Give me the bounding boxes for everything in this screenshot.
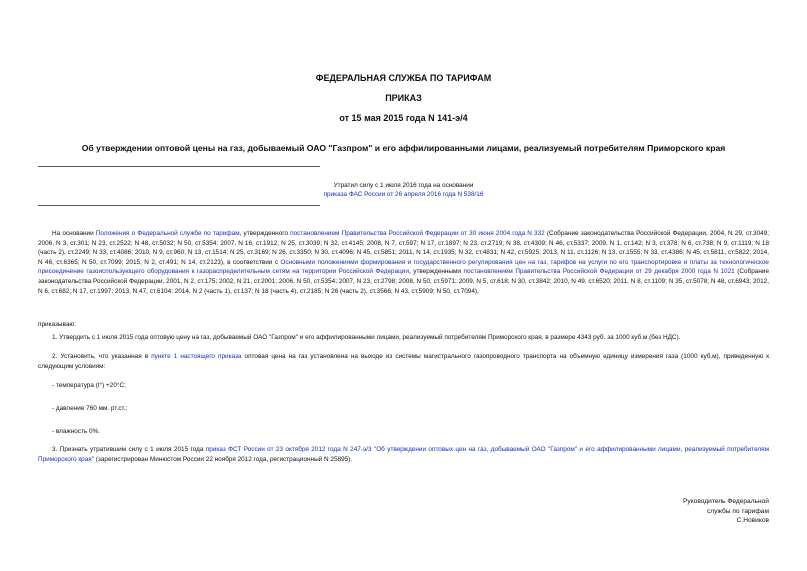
preamble-paragraph: [38, 229, 769, 296]
preamble-text-4: , утвержденными: [408, 268, 464, 276]
signature-position: Руководитель Федеральной: [683, 498, 769, 505]
preamble-text-3: (Собрание законодательства Российской Федерации, 2004, N 29, ст.3049; 2006, N 3, ст.301; N 23, ст.2522; N 48, ст.5032; N 50, ст.5354; 2007, N 16, ст.1912; N 25, ст.3039; N 32, ст.4145; 2008, N 7, ст.597; N 17, ст.1897; N 23, ст.2719; N 38, ст.4309; N 46, ст.5337; 2009, N 1, ст.142; N 3, ст.378; N 6, ст.738; N 9, ст.1119; N 18 (часть 2), ст.2249; N 33, ст.4086; 2010, N 9, ст.960; N 13, ст.1514; N 25, ст.3169; N 26, ст.3350; N 30, ст.4096; N 45, ст.5851; 2011, N 14, ст.1935; N 32, ст.4831; N 42, ст.5925; 2013, N 11, ст.1126; N 13, ст.1555; N 33, ст.4386; N 45, ст.5811, ст.5822; 2014, N 46, ст.6365; N 50, ст.7099; 2015, N 2, ст.491; N 14, ст.2123), в соответствии с: [38, 230, 770, 266]
agency-heading: ФЕДЕРАЛЬНАЯ СЛУЖБА ПО ТАРИФАМ: [315, 73, 492, 83]
item-3-text-1: 3. Признать утратившим силу с 1 июля 2015 года: [52, 446, 206, 453]
top-divider: [38, 166, 320, 167]
status-line: Утратил силу с 1 июля 2016 года на основании: [333, 182, 474, 189]
government-decree-1021-link[interactable]: постановлением Правительства Российской Федерации от 29 декабря 2000 года N 1021: [463, 268, 735, 276]
status-link[interactable]: приказа ФАС России от 26 апреля 2016 года N 538/16: [323, 191, 484, 198]
bottom-divider: [38, 205, 320, 206]
fst-order-247-link[interactable]: приказ ФСТ России от 23 октября 2012 года N 247-э/3 "Об утверждении оптовых цен на газ, добываемый ОАО "Газпром" и его аффилированными лицами, реализуемый потребителям Приморского края": [38, 446, 769, 463]
order-word: приказываю:: [38, 321, 76, 328]
item-2-text-2: оптовая цена на газ установлена на выходе из системы магистрального газопроводного транспорта на объемную единицу измерения газа (1000 куб.м), приведенную к следующим условиям:: [38, 353, 769, 370]
signature-block: [683, 497, 769, 526]
document-title: Об утверждении оптовой цены на газ, добываемый ОАО "Газпром" и его аффилированными лицами, реализуемый потребителям Приморского края: [81, 143, 726, 153]
government-decree-332-link[interactable]: постановлением Правительства Российской Федерации от 30 июня 2004 года N 332: [290, 230, 545, 237]
item-2: [38, 352, 769, 371]
item-1: 1. Утвердить с 1 июля 2015 года оптовую цену на газ, добываемый ОАО "Газпром" и его аффилированными лицами, реализуемый потребителям Приморского края, в размере 4343 руб. за 1000 куб.м (без НДС).: [52, 334, 681, 341]
fts-regulation-link[interactable]: Положения о Федеральной службе по тарифам: [95, 230, 240, 237]
item-1-reference-link[interactable]: пункте 1 настоящего приказа: [151, 353, 242, 360]
item-3: [38, 445, 769, 464]
signature-agency: службы по тарифам: [706, 507, 769, 515]
condition-humidity: - влажность 0%.: [52, 428, 101, 435]
item-3-text-2: (зарегистрирован Минюстом России 22 ноября 2012 года, регистрационный N 25895).: [94, 455, 353, 463]
gas-pricing-provisions-link[interactable]: Основными положениями формирования и государственного регулирования цен на газ, тарифов на услуги по его транспортировке и платы за технологическое присоединение газоиспользующего оборудования к газораспределительным сетям на территории Российской Федерации: [38, 258, 769, 276]
preamble-text-1: На основании: [52, 230, 96, 237]
status-note: [38, 181, 769, 199]
condition-pressure: - давление 760 мм. рт.ст.;: [52, 405, 128, 412]
preamble-text-5: (Собрание законодательства Российской Федерации, 2001, N 2, ст.175; 2002, N 21, ст.2001; 2006, N 50, ст.5354; 2007, N 23, ст.2798; 2008, N 50, ст.5971; 2009, N 5, ст.618; N 30, ст.3842; 2010, N 49, ст.6520; 2011, N 8, ст.1109; N 35, ст.5078; N 48, ст.6943; 2012, N 6, ст.682; N 17, ст.1997; 2013, N 47, ст.6104; 2014, N 2 (часть 1), ст.137; N 18 (часть 4), ст.2185; N 26 (часть 2), ст.3566; N 43, ст.5909; N 50, ст.7094),: [38, 268, 770, 295]
date-number-heading: от 15 мая 2015 года N 141-э/4: [339, 113, 468, 123]
condition-temperature: - температура (t°) +20°С;: [52, 382, 126, 389]
item-2-text-1: 2. Установить, что указанная в: [52, 353, 152, 360]
preamble-text-2: , утвержденного: [239, 230, 291, 237]
signature-name: С.Новиков: [736, 517, 769, 524]
doc-type-heading: ПРИКАЗ: [385, 93, 422, 103]
